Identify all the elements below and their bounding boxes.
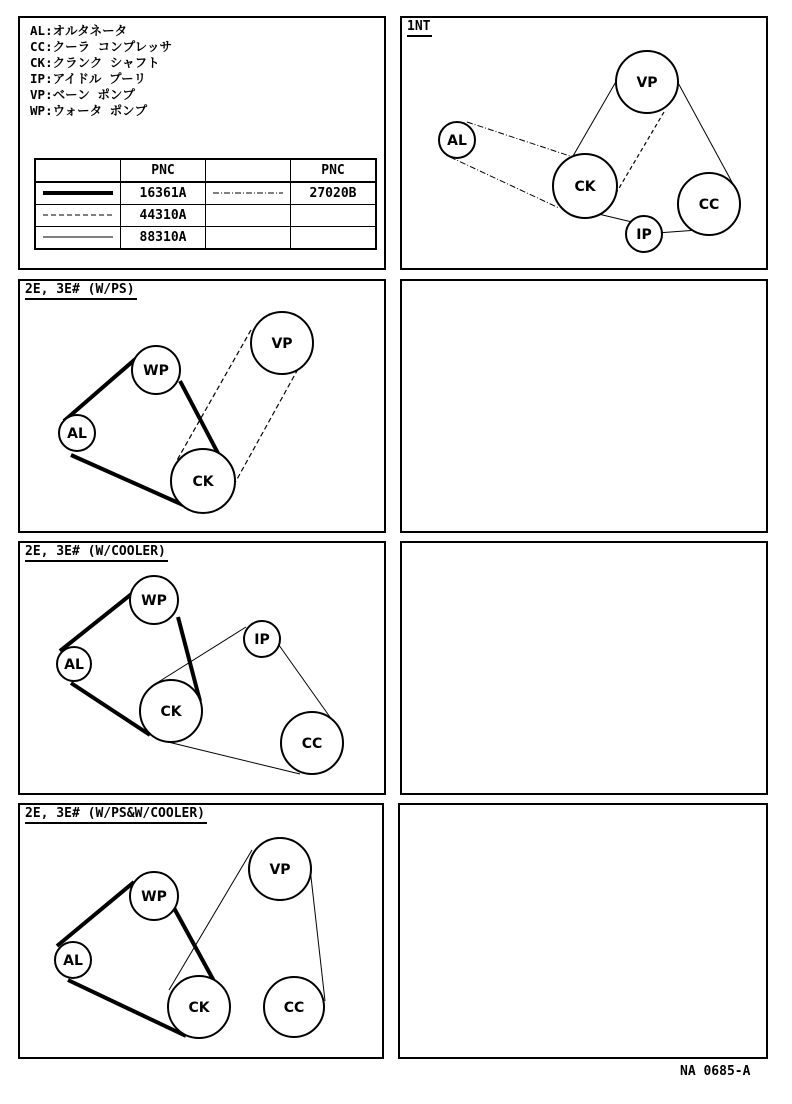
- legend-item-ip: IP:アイドル プーリ: [30, 71, 147, 86]
- pnc-header: PNC: [291, 159, 377, 182]
- pulley-label: VP: [269, 862, 291, 878]
- pnc-value: 44310A: [121, 205, 206, 227]
- legend-item-al: AL:オルタネータ: [30, 23, 128, 38]
- pulley-label: IP: [254, 632, 270, 648]
- pulley-label: WP: [143, 363, 169, 379]
- pulley-label: AL: [447, 133, 467, 149]
- pulley-label: CC: [301, 736, 323, 752]
- pnc-value: 27020B: [291, 182, 377, 205]
- pulley-label: WP: [141, 593, 167, 609]
- pulley-label: CC: [698, 197, 720, 213]
- pulley-label: VP: [636, 75, 658, 91]
- legend-item-cc: CC:クーラ コンプレッサ: [30, 39, 172, 54]
- pnc-value: 16361A: [121, 182, 206, 205]
- pulley-label: AL: [67, 426, 87, 442]
- pulley-label: CK: [192, 474, 214, 490]
- drawing-code: NA 0685-A: [680, 1064, 751, 1079]
- panel-title: 2E, 3E# (W/PS): [25, 282, 137, 300]
- panel-title: 2E, 3E# (W/COOLER): [25, 544, 168, 562]
- pulley-label: CK: [160, 704, 182, 720]
- pnc-header: PNC: [121, 159, 206, 182]
- pulley-label: WP: [141, 889, 167, 905]
- pnc-value: 88310A: [121, 227, 206, 250]
- pulley-label: IP: [636, 227, 652, 243]
- pulley-label: CK: [188, 1000, 210, 1016]
- legend-item-vp: VP:ベーン ポンプ: [30, 87, 135, 102]
- pulley-label: AL: [63, 953, 83, 969]
- pulley-label: CC: [283, 1000, 305, 1016]
- pulley-label: VP: [271, 336, 293, 352]
- panel-title: 2E, 3E# (W/PS&W/COOLER): [25, 806, 207, 824]
- pulley-label: CK: [574, 179, 596, 195]
- legend-item-wp: WP:ウォータ ポンプ: [30, 103, 148, 118]
- panel-title: 1NT: [407, 19, 432, 37]
- legend-item-ck: CK:クランク シャフト: [30, 55, 160, 70]
- pulley-label: AL: [64, 657, 84, 673]
